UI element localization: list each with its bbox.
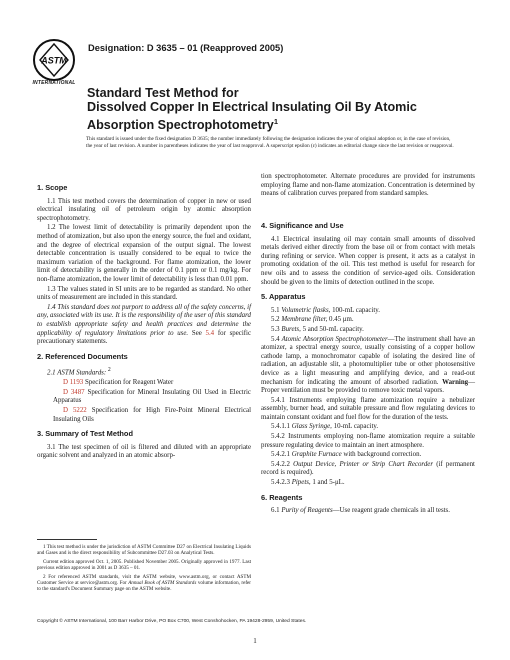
summary-continuation-text: tion spectrophotometer. Alternate procedures are provided for instruments employing flame and non-flame atomization. Concentration is determined by means of calibration curves prepared from standard samples. (261, 173, 475, 198)
scope-1-3: 1.3 The values stated in SI units are to be regarded as standard. No other units of measurement are included in this standard. (37, 285, 251, 302)
text: (if permanent record is required). (261, 460, 475, 477)
num: 5.2 (271, 316, 280, 324)
apparatus-5-2 (261, 316, 475, 325)
ref-text: Specification for Mineral Insulating Oil Used in Electric Apparatus (53, 388, 251, 405)
apparatus-5-3 (261, 326, 475, 335)
num: 5.3 (271, 325, 280, 333)
apparatus-5-4-2-1 (261, 451, 475, 460)
warning-label: Warning (442, 378, 469, 386)
ref-text: Specification for Reagent Water (84, 379, 174, 387)
refs-footnote-mark: 2 (107, 367, 111, 374)
ref-item (37, 389, 251, 406)
num: 6.1 (271, 507, 280, 515)
apparatus-5-4-2-2 (261, 461, 475, 478)
num: 5.4.2.1 (271, 451, 290, 459)
footnote-2 (37, 574, 251, 593)
apparatus-5-1 (261, 307, 475, 316)
name: Glass Syringe, (291, 423, 332, 431)
footnote-2-tail: volume information, refer to the standard's Document Summary page on the ASTM website. (37, 580, 251, 593)
ref-code-link[interactable]: D 5222 (63, 406, 87, 414)
significance-4-1: 4.1 Electrical insulating oil may contain small amounts of dissolved metals derived either directly from the base oil or from contact with metals during refining or service. When copper is present, it acts as a catalyst in promoting oxidation of the oil. This test method is useful for research for new oils and to assess the condition of service-aged oils. Consideration should be given to the limits of detection outlined in the scope. (261, 235, 475, 286)
apparatus-5-4-2: 5.4.2 Instruments employing non-flame atomization require a suitable pressure regulating device to maintain an inert atmosphere. (261, 433, 475, 449)
name: Volumetric flasks, (281, 306, 331, 314)
apparatus-5-4-1-1 (261, 423, 475, 432)
scope-1-4-tail: for specific precautionary statements. (37, 329, 252, 346)
copyright: Copyright © ASTM International, 100 Barr Harbor Drive, PO Box C700, West Conshohocken, PA 19428-2959, United States. (37, 619, 307, 624)
page-number: 1 (253, 637, 257, 645)
num: 5.4.2.2 (271, 460, 290, 468)
ref-code-link[interactable]: D 1193 (63, 379, 84, 387)
title-line-1: Standard Test Method for (87, 86, 239, 100)
document-title (87, 86, 477, 132)
summary-continuation (261, 173, 475, 199)
left-column (37, 178, 251, 462)
apparatus-5-4-1: 5.4.1 Instruments employing flame atomization require a nebulizer assembly, burner head, and suitable pressure and flow regulating devices to maintain constant oxidant and fuel flow for the duration of the tests. (261, 396, 475, 421)
footnote-1b: Current edition approved Oct. 1, 2005. Published November 2005. Originally approved in 1977. Last previous edition approved in 2001 as D 3635 – 01. (37, 558, 251, 572)
name: Purity of Reagents (281, 507, 333, 515)
section-significance-heading: 4. Significance and Use (261, 221, 344, 230)
apparatus-5-4 (261, 336, 475, 396)
summary-3-1: 3.1 The test specimen of oil is filtered and diluted with an appropriate organic solvent and analyzed in an atomic absorp- (37, 443, 251, 460)
apparatus-5-4-2-3 (261, 479, 475, 488)
scope-1-1: 1.1 This test method covers the determination of copper in new or used electrical insulating oil of petroleum origin by atomic absorption spectrophotometry. (37, 197, 251, 222)
num: 5.4.2.3 (271, 479, 290, 487)
name: Burets, (281, 325, 301, 333)
astm-logo (32, 38, 76, 84)
name: Membrane filter, (281, 316, 328, 324)
text: —Use reagent grade chemicals in all tests. (332, 507, 450, 515)
name: Atomic Absorption Spectrophotometer (281, 335, 388, 343)
scope-1-4 (37, 304, 251, 347)
logo-text: ASTM (41, 55, 67, 66)
ref-text: Specification for High Fire-Point Mineral Electrical Insulating Oils (53, 406, 252, 423)
text: 100-mL capacity. (332, 306, 380, 314)
issuance-note: This standard is issued under the fixed designation D 3635; the number immediately following the designation indicates the year of original adoption or, in the case of revision, the year of last revision. A number in parentheses indicates the year of last reapproval. A superscript epsilon (ε) indicates an editorial change since the last revision or reapproval. (86, 136, 454, 150)
title-line-3-text: Absorption Spectrophotometry (87, 118, 274, 132)
footnote-2-italic: Annual Book of ASTM Standards (128, 580, 197, 587)
scope-1-2: 1.2 The lowest limit of detectability is primarily dependent upon the method of atomization, but also upon the energy source, the fuel and oxidant, and the degree of electrical expansion of the output signal. The lowest detectable concentration is usually considered to be equal to twice the maximum variation of the background. For flame atomization, the lower limit of detectability is generally in the order of 0.1 ppm or 0.1 mg/kg. For non-flame atomization, the lower limit of detectability is less than 0.01 ppm. (37, 224, 251, 283)
text: 5 and 50-mL capacity. (302, 325, 364, 333)
text: 0.45 μm. (329, 316, 354, 324)
reagents-6-1 (261, 507, 475, 516)
section-scope-heading: 1. Scope (37, 183, 68, 192)
refs-2-1 (37, 366, 251, 378)
scope-1-4-see: See (188, 329, 206, 337)
section-summary-heading: 3. Summary of Test Method (37, 429, 133, 439)
footnotes (37, 544, 251, 595)
right-column (261, 173, 475, 517)
text: with background correction. (343, 451, 422, 459)
logo-wordmark: INTERNATIONAL (32, 80, 76, 86)
ref-item (37, 379, 251, 388)
title-line-3 (87, 115, 477, 133)
section-reagents-heading: 6. Reagents (261, 492, 303, 502)
name: Graphite Furnace (291, 451, 342, 459)
ref-code-link[interactable]: D 3487 (63, 388, 85, 396)
name: Output Device, Printer or Strip Chart Recorder (293, 460, 434, 468)
ref-item (37, 407, 251, 424)
footnote-rule (37, 539, 97, 540)
title-footnote-mark: 1 (273, 116, 278, 126)
footnote-2-text: 2 For referenced ASTM standards, visit the ASTM website, www.astm.org, or contact ASTM Customer Service at service@astm.org. For (37, 573, 251, 587)
text: —The instrument shall have an atomizer, a spectral energy source, usually consisting of a copper hollow cathode lamp, a monochromator capable of isolating the desired line of radiation, an adjustable slit, a photomultiplier tube or other photosensitive device as a light measuring and amplifying device, and a read-out mechanism for indicating the amount of absorbed radiation. (261, 335, 475, 386)
num: 5.1 (271, 306, 280, 314)
warning-text: —Proper ventilation must be provided to remove toxic metal vapors. (261, 378, 475, 395)
section-refs-heading: 2. Referenced Documents (37, 351, 128, 361)
text: 10-mL capacity. (333, 423, 379, 431)
title-line-2: Dissolved Copper In Electrical Insulating Oil By Atomic (87, 100, 417, 115)
section-apparatus-heading: 5. Apparatus (261, 292, 306, 302)
name: Pipets, (291, 479, 311, 487)
num: 5.4.1.1 (271, 423, 290, 431)
refs-sub-label: 2.1 ASTM Standards: (47, 369, 107, 377)
link-5-4[interactable]: 5.4 (205, 329, 215, 337)
footnote-1: 1 This test method is under the jurisdiction of ASTM Committee D27 on Electrical Insulating Liquids and Gases and is the direct responsibility of Subcommittee D27.03 on Analytical Tests. (37, 544, 251, 557)
designation: Designation: D 3635 – 01 (Reapproved 2005) (88, 43, 284, 53)
scope-1-4-italic: 1.4 This standard does not purport to address all of the safety concerns, if any, associated with its use. It is the responsibility of the user of this standard to establish appropriate safety and health practices and determine the applicability of regulatory limitations prior to use. (37, 303, 251, 337)
num: 5.4 (271, 335, 280, 343)
text: 1 and 5-μL. (312, 479, 345, 487)
